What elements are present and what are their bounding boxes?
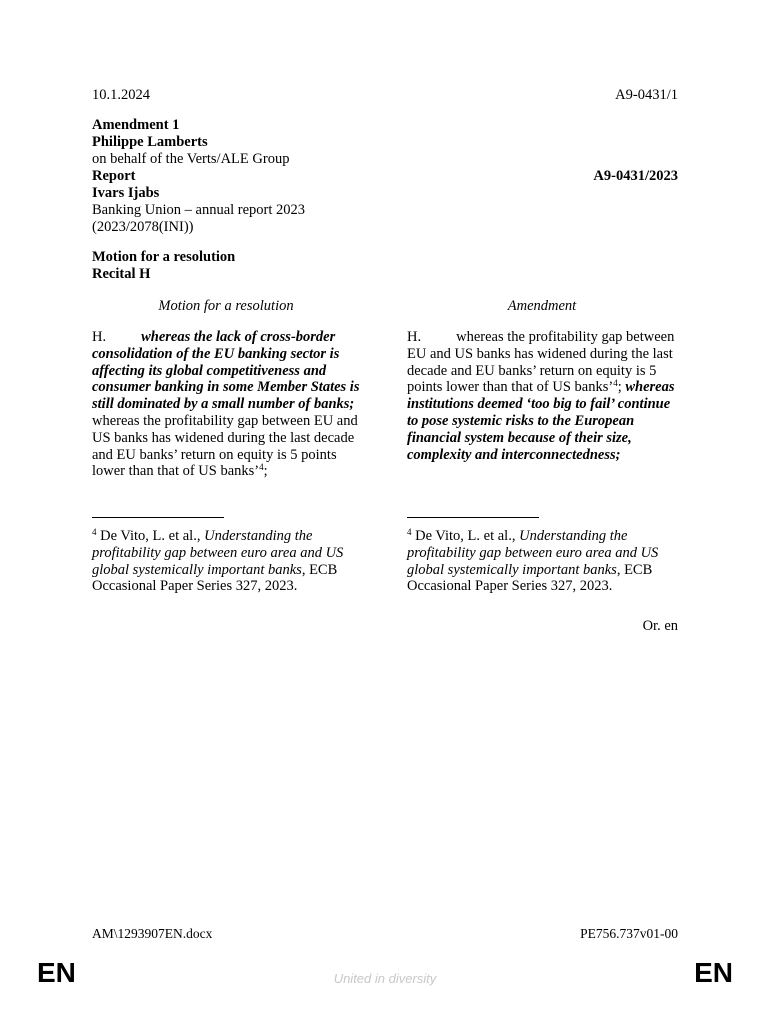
footnote-source: , ECB Occasional Paper Series 327, 2023. [92,561,338,595]
original-language: Or. en [642,618,678,634]
footnote-source: , ECB Occasional Paper Series 327, 2023. [407,561,653,595]
sentence-end: ; [263,463,268,480]
deleted-text: whereas the lack of cross-border consolidation of the EU banking sector is affecting its global competitiveness and consumer banking in some Member States is still dominated by a small number of banks; [92,329,360,413]
report-title: Banking Union – annual report 2023 [92,202,306,218]
separator: ; [617,379,626,396]
footnote-ref: 4 [259,462,264,473]
language-code-left: EN [37,957,76,988]
added-text: whereas institutions deemed ‘too big to fail’ continue to pose systemic risks to the European financial system because of their size, complexity and interconnectedness; [407,379,675,463]
footnote-ref: 4 [613,378,618,389]
document-date: 10.1.2024 [92,87,150,103]
footnote-number: 4 [407,527,412,537]
procedure-number: (2023/2078(INI)) [92,219,194,235]
footnote-author: De Vito, L. et al., [96,528,205,544]
section-heading [92,249,235,283]
recital-letter: H. [407,329,422,345]
footnote-author: De Vito, L. et al., [411,528,520,544]
footnote-left [92,528,364,595]
document-filename: AM\1293907EN.docx [92,926,213,941]
amendment-reference: A9-0431/1 [615,87,678,103]
amendment-text-column [407,329,677,463]
retained-text: whereas the profitability gap between EU and US banks has widened during the last decade and EU banks’ return on equity is 5 points lower than that of US banks’ [407,329,675,396]
recital-letter: H. [92,329,107,345]
left-column-heading: Motion for a resolution [158,298,294,314]
rapporteur: Ivars Ijabs [92,185,160,201]
footnote-divider [407,517,539,518]
pe-number: PE756.737v01-00 [580,926,678,941]
right-column-heading: Amendment [507,298,577,314]
report-reference: A9-0431/2023 [593,168,678,184]
footnote-divider [92,517,224,518]
amendment-meta [92,117,305,236]
report-label: Report [92,168,136,184]
political-group: on behalf of the Verts/ALE Group [92,151,290,167]
footnote-title: Understanding the profitability gap between euro area and US global systemically important banks [407,528,659,578]
eu-motto: United in diversity [333,971,437,986]
motion-label: Motion for a resolution [92,249,236,265]
amendment-number: Amendment 1 [92,117,180,133]
footnote-number: 4 [92,527,97,537]
amendment-author: Philippe Lamberts [92,134,208,150]
footnote-title: Understanding the profitability gap between euro area and US global systemically important banks [92,528,344,578]
language-code-right: EN [694,957,733,988]
recital-label: Recital H [92,266,151,282]
original-text-column [92,329,364,480]
footnote-right [407,528,682,595]
retained-text: whereas the profitability gap between EU and US banks has widened during the last decade and EU banks’ return on equity is 5 points lower than that of US banks’ [92,412,358,480]
